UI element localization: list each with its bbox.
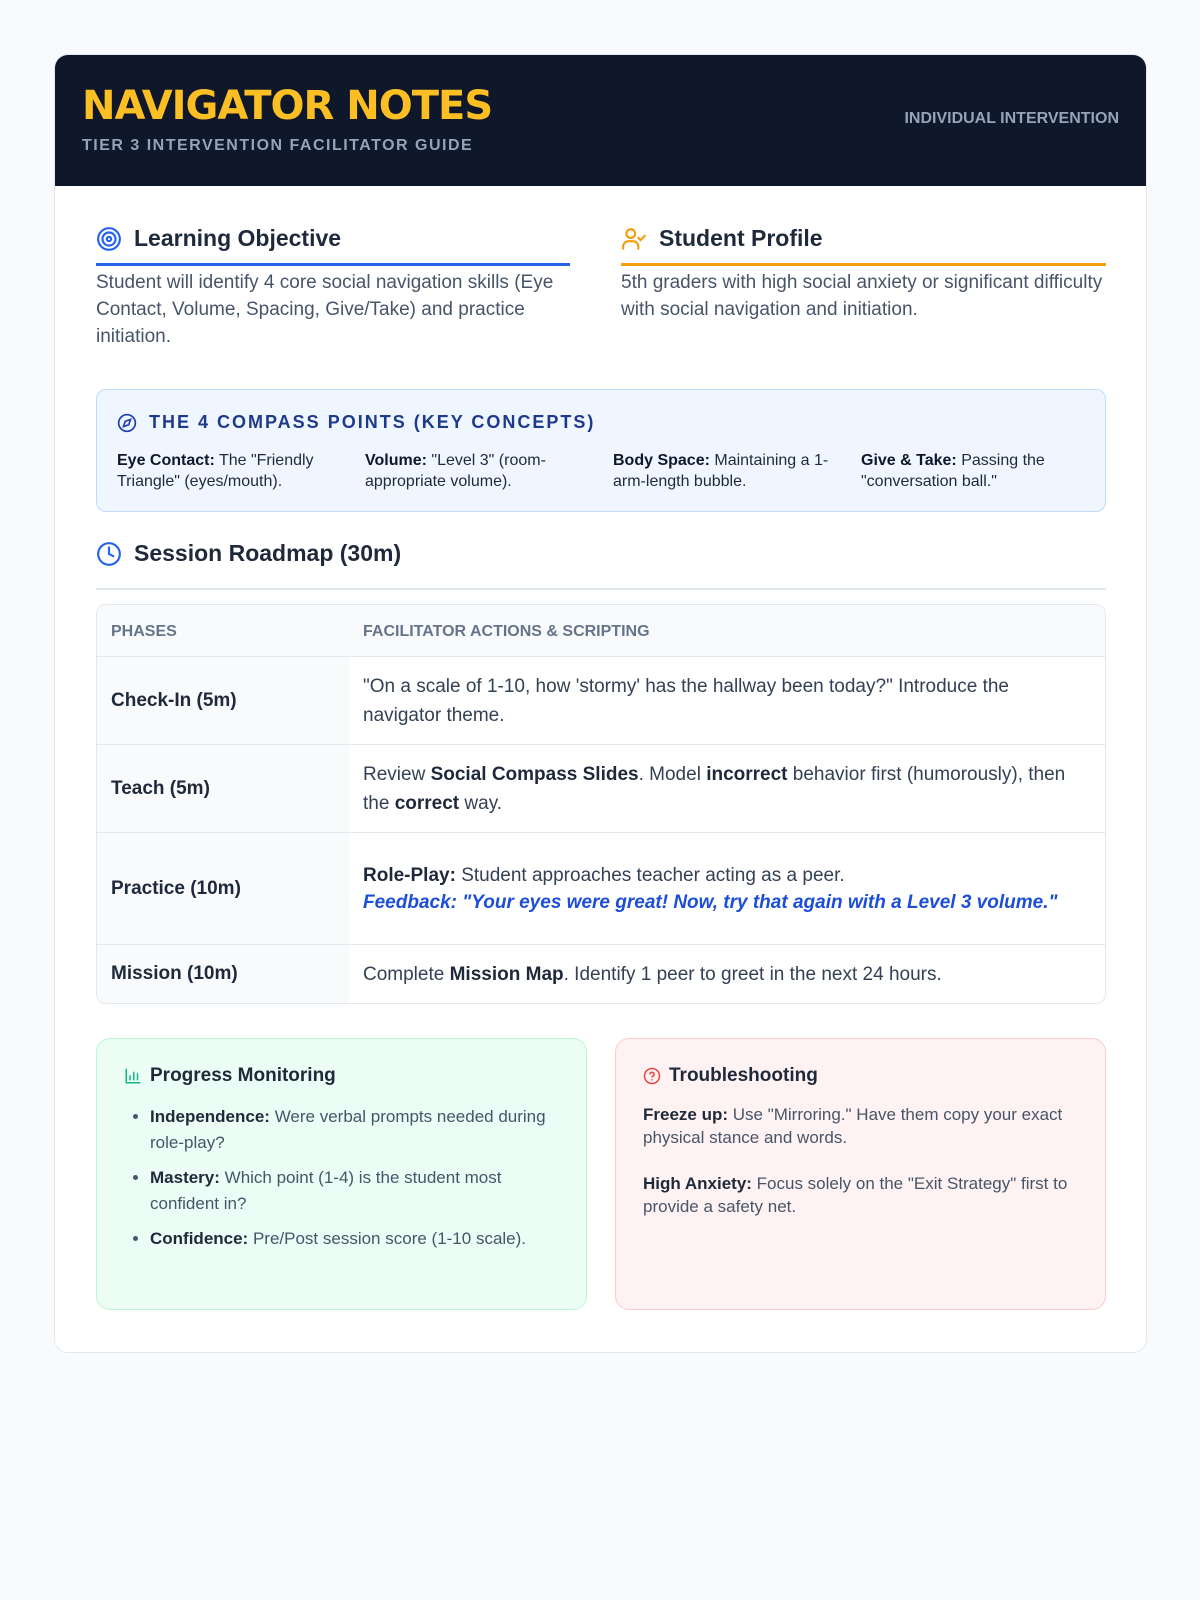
troubleshooting-heading: [643, 1065, 818, 1087]
intervention-badge: INDIVIDUAL INTERVENTION: [904, 110, 1119, 127]
action-text-bold: correct: [394, 792, 460, 814]
troubleshooting-tip: [643, 1103, 1083, 1149]
action-text-part: Complete: [363, 963, 450, 985]
compass-point: [613, 450, 843, 492]
tip-text: Use "Mirroring." Have them copy your exact physical stance and words.: [643, 1105, 1063, 1147]
roadmap-heading-text: Session Roadmap (30m): [134, 540, 402, 566]
action-text-part: Review: [363, 763, 431, 785]
profile-heading-text: Student Profile: [659, 225, 823, 251]
action-text: [363, 861, 1091, 890]
page-title: NAVIGATOR NOTES: [82, 83, 493, 129]
item-text: Which point (1-4) is the student most confident in?: [150, 1168, 502, 1213]
clock-icon: [96, 541, 122, 567]
action-text-part: Student approaches teacher acting as a peer.: [455, 865, 845, 886]
progress-list: [150, 1104, 570, 1261]
item-label: Confidence:: [150, 1229, 249, 1248]
guide-card: [54, 54, 1147, 1353]
action-cell: [363, 745, 1091, 832]
table-row: [97, 945, 1105, 1003]
page-header: [55, 55, 1146, 186]
compass-point-text: The "Friendly Triangle" (eyes/mouth).: [117, 452, 314, 490]
tip-label: Freeze up:: [643, 1105, 729, 1124]
roadmap-table: [96, 604, 1106, 1004]
action-cell: [363, 833, 1091, 944]
table-row: [97, 745, 1105, 833]
objective-text: Student will identify 4 core social navigation skills (Eye Contact, Volume, Spacing, Give/Take) and practice initiation.: [96, 272, 554, 347]
action-text-part: . Identify 1 peer to greet in the next 24 hours.: [563, 963, 942, 985]
objective-heading: [96, 225, 341, 252]
page-subtitle: TIER 3 INTERVENTION FACILITATOR GUIDE: [82, 137, 474, 154]
help-circle-icon: [643, 1067, 661, 1085]
compass-point: [117, 450, 347, 492]
bar-chart-icon: [124, 1067, 142, 1085]
action-text-part: . Model: [638, 763, 707, 785]
compass-points-box: [96, 389, 1106, 512]
action-cell: [363, 657, 1091, 744]
action-text: [363, 672, 1091, 730]
item-text: Pre/Post session score (1-10 scale).: [248, 1229, 527, 1248]
compass-point-label: Volume:: [365, 452, 427, 469]
action-text-bold: Role-Play:: [363, 865, 456, 886]
compass-point-text: Passing the "conversation ball.": [861, 452, 1045, 490]
roadmap-heading: [96, 540, 401, 567]
profile-heading: [621, 225, 823, 252]
compass-heading-text: THE 4 COMPASS POINTS (KEY CONCEPTS): [149, 412, 596, 432]
objective-heading-text: Learning Objective: [134, 225, 342, 251]
compass-point-label: Eye Contact:: [117, 452, 215, 469]
table-row: [97, 833, 1105, 945]
column-header-phases: PHASES: [111, 623, 177, 640]
troubleshooting-tip: [643, 1172, 1083, 1218]
compass-point-text: Maintaining a 1-arm-length bubble.: [613, 452, 829, 490]
phase-cell: Practice (10m): [97, 833, 349, 944]
roadmap-rule: [96, 588, 1106, 590]
item-text: Were verbal prompts needed during role-play?: [150, 1107, 546, 1152]
troubleshooting-heading-text: Troubleshooting: [669, 1065, 818, 1086]
troubleshooting-panel: [615, 1038, 1106, 1310]
column-header-actions: FACILITATOR ACTIONS & SCRIPTING: [363, 623, 650, 640]
profile-rule: [621, 263, 1106, 266]
profile-text: 5th graders with high social anxiety or significant difficulty with social navigation and initiation.: [621, 272, 1103, 320]
list-item: [150, 1165, 570, 1217]
objective-rule: [96, 263, 570, 266]
target-icon: [96, 226, 122, 252]
phase-cell: Teach (5m): [97, 745, 349, 832]
phase-cell: Mission (10m): [97, 945, 349, 1003]
phase-cell: Check-In (5m): [97, 657, 349, 744]
action-text-bold: incorrect: [706, 763, 788, 785]
user-check-icon: [621, 226, 647, 252]
action-text-part: behavior first (humorously), then the: [363, 763, 1066, 814]
compass-point: [861, 450, 1091, 492]
table-header: [97, 605, 1105, 657]
compass-point-text: "Level 3" (room-appropriate volume).: [365, 452, 546, 490]
list-item: [150, 1104, 570, 1156]
action-text-bold: Mission Map: [449, 963, 564, 985]
feedback-script: Feedback: "Your eyes were great! Now, try that again with a Level 3 volume.": [363, 892, 1058, 913]
action-cell: [363, 945, 1091, 1003]
compass-point-label: Body Space:: [613, 452, 710, 469]
action-text-part: "On a scale of 1-10, how 'stormy' has the hallway been today?" Introduce the navigator theme.: [363, 675, 1009, 726]
action-text: [363, 760, 1091, 818]
progress-monitoring-panel: [96, 1038, 587, 1310]
item-label: Independence:: [150, 1107, 270, 1126]
tip-text: Focus solely on the "Exit Strategy" first to provide a safety net.: [643, 1174, 1068, 1216]
action-text-bold: Social Compass Slides: [430, 763, 639, 785]
table-row: [97, 657, 1105, 745]
action-text: [363, 960, 1091, 989]
list-item: [150, 1226, 570, 1252]
compass-point-label: Give & Take:: [861, 452, 957, 469]
progress-heading: [124, 1065, 336, 1087]
tip-label: High Anxiety:: [643, 1174, 752, 1193]
progress-heading-text: Progress Monitoring: [150, 1065, 336, 1086]
item-label: Mastery:: [150, 1168, 220, 1187]
compass-point: [365, 450, 595, 492]
action-text-part: way.: [459, 792, 503, 814]
compass-heading: [117, 412, 595, 433]
compass-icon: [117, 413, 137, 433]
